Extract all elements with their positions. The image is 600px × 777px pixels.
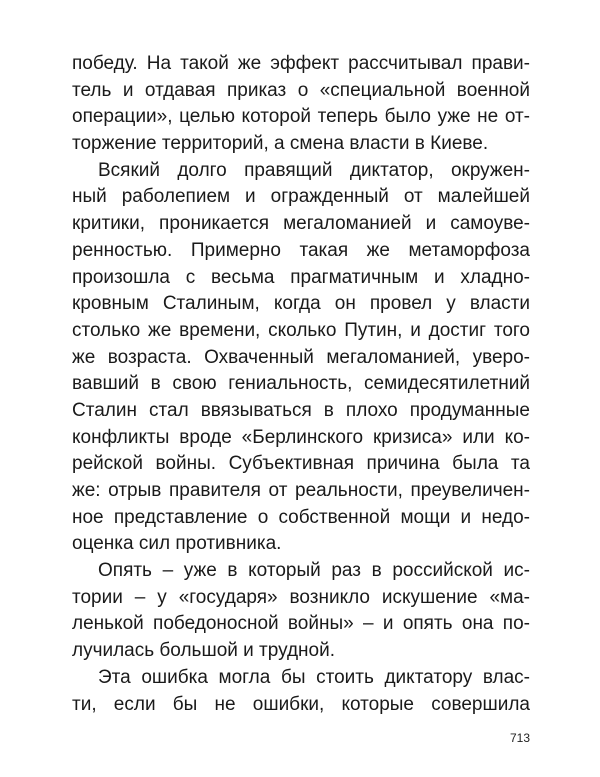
text-line: столько же времени, сколько Путин, и достиг того — [72, 319, 530, 341]
text-line: лучилась большой и трудной. — [72, 640, 336, 662]
text-line: же: отрыв правителя от реальности, преувеличен- — [72, 480, 530, 501]
text-line: Всякий долго правящий диктатор, окружен- — [98, 159, 530, 181]
text-line: тель и отдавая приказ о «специальной военной — [72, 79, 530, 101]
text-line: оценка сил противника. — [72, 533, 282, 555]
text-line: кровным Сталиным, когда он провел у власти — [72, 293, 530, 315]
page-number: 713 — [509, 731, 530, 745]
text-line: конфликты вроде «Берлинского кризиса» или ко- — [72, 426, 530, 448]
text-line: Сталин стал ввязываться в плохо продуманные — [72, 399, 530, 421]
text-line: ленькой победоносной войны» – и опять она по- — [72, 613, 530, 635]
text-line: торжение территорий, а смена власти в Киеве. — [72, 133, 489, 155]
text-line: произошла с весьма прагматичным и хладно- — [72, 266, 530, 288]
text-line: операции», целью которой теперь было уже не от- — [72, 106, 530, 128]
text-line: ный раболепием и огражденный от малейшей — [72, 186, 530, 208]
text-line: вавший в свою гениальность, семидесятилетний — [72, 373, 530, 395]
text-line: Эта ошибка могла бы стоить диктатору влас- — [98, 666, 530, 688]
text-line: Опять – уже в который раз в российской ис- — [98, 560, 530, 582]
text-line: ренностью. Примерно такая же метаморфоза — [72, 239, 530, 261]
page-body — [72, 51, 530, 718]
text-line: тории – у «государя» возникло искушение «ма- — [72, 586, 530, 608]
text-line: победу. На такой же эффект рассчитывал прави- — [72, 53, 530, 74]
text-line: рейской войны. Субъективная причина была та — [72, 453, 530, 475]
text-line: критики, проникается мегаломанией и самоуве- — [72, 213, 530, 235]
text-line: ти, если бы не ошибки, которые совершила — [72, 693, 530, 715]
text-line: ное представление о собственной мощи и недо- — [72, 506, 530, 528]
text-line: же возраста. Охваченный мегаломанией, уверо- — [72, 346, 530, 368]
